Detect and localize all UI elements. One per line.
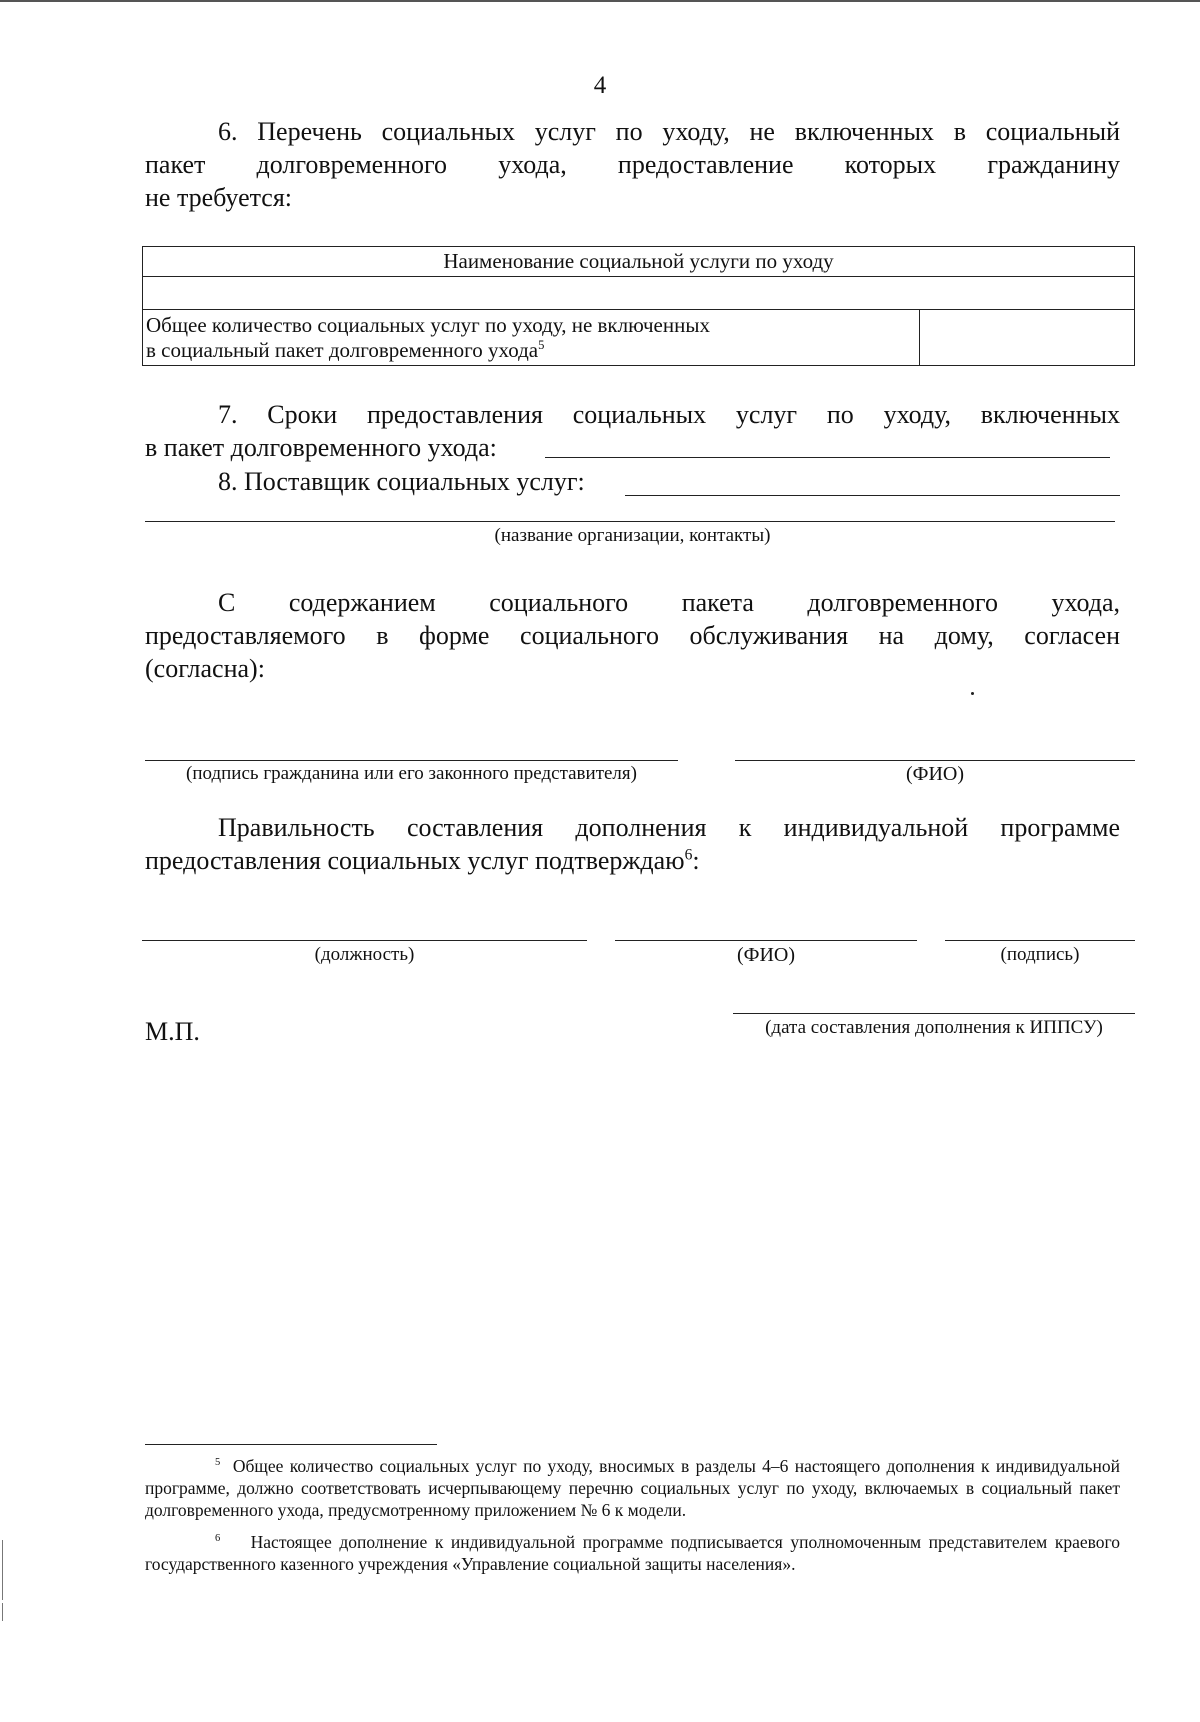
footnote-separator	[145, 1444, 437, 1445]
section-8	[145, 465, 1120, 498]
page-number: 4	[593, 72, 607, 99]
footnote-ref-5: 5	[538, 338, 545, 352]
date-line	[733, 1013, 1135, 1014]
confirmation-colon: :	[692, 846, 700, 875]
scan-edge-mark-small	[2, 1603, 3, 1621]
position-line	[142, 940, 587, 941]
footnote-5	[145, 1455, 1120, 1521]
footnote-5-text: Общее количество социальных услуг по уходу, вносимых в разделы 4–6 настоящего дополнения к индивидуальной программе, должно соответствовать исчерпывающему перечню социальных услуг по уходу, включаемых в социальный пакет долговременного ухода, предусмотренному приложением № 6 к модели.	[145, 1456, 1120, 1520]
organization-caption: (название организации, контакты)	[494, 525, 771, 546]
total-label-line-1: Общее количество социальных услуг по уходу, не включенных	[146, 313, 710, 337]
table-total-row	[143, 310, 1135, 366]
officer-signature-line	[945, 940, 1135, 941]
table-header-row	[143, 247, 1135, 277]
table-total-value	[920, 310, 1135, 366]
table-total-label	[143, 310, 920, 366]
officer-fio-caption: (ФИО)	[736, 944, 795, 966]
section-7-line-2: в пакет долговременного ухода:	[145, 433, 497, 462]
section-7-fill-line	[545, 457, 1110, 458]
footnote-5-number: 5	[215, 1457, 221, 1469]
section-8-second-line	[145, 521, 1115, 522]
services-table	[142, 246, 1135, 366]
footnote-ref-6: 6	[684, 846, 693, 864]
citizen-signature-caption: (подпись гражданина или его законного представителя)	[186, 763, 637, 784]
consent-line-1: С содержанием социального пакета долговременного ухода,	[218, 588, 1120, 617]
total-label-line-2: в социальный пакет долговременного ухода	[146, 338, 539, 362]
citizen-signature-line	[145, 760, 678, 761]
officer-fio-line	[615, 940, 917, 941]
confirmation-text	[145, 811, 1120, 877]
section-6	[145, 115, 1120, 214]
citizen-fio-line	[735, 760, 1135, 761]
position-caption: (должность)	[314, 944, 415, 965]
confirmation-line-1: Правильность составления дополнения к индивидуальной программе	[218, 813, 1120, 842]
section-8-fill-line	[625, 495, 1120, 496]
date-caption: (дата составления дополнения к ИППСУ)	[765, 1017, 1103, 1038]
citizen-fio-caption: (ФИО)	[905, 763, 964, 785]
section-6-line-1: 6. Перечень социальных услуг по уходу, не включенных в социальный	[218, 117, 1120, 146]
footnote-6	[145, 1531, 1120, 1575]
section-6-line-3: не требуется:	[145, 183, 293, 212]
section-6-line-2: пакет долговременного ухода, предоставление которых гражданину	[145, 150, 1120, 179]
table-header-cell: Наименование социальной услуги по уходу	[143, 247, 1135, 277]
section-7-line-1: 7. Сроки предоставления социальных услуг по уходу, включенных	[218, 400, 1120, 429]
footnote-6-text: Настоящее дополнение к индивидуальной программе подписывается уполномоченным представителем краевого государственного казенного учреждения «Управление социальной защиты населения».	[145, 1532, 1120, 1574]
table-empty-cell	[143, 277, 1135, 310]
section-7	[145, 398, 1120, 464]
confirmation-line-2	[145, 844, 1120, 877]
speck	[971, 692, 974, 695]
table-row	[143, 277, 1135, 310]
confirmation-line-2-text: предоставления социальных услуг подтверждаю	[145, 846, 685, 875]
section-8-label: 8. Поставщик социальных услуг:	[218, 467, 585, 496]
scan-edge-mark	[2, 1540, 3, 1600]
scan-top-edge	[0, 0, 1200, 2]
consent-text	[145, 586, 1120, 685]
consent-line-2: предоставляемого в форме социального обслуживания на дому, согласен	[145, 621, 1120, 650]
consent-line-3: (согласна):	[145, 654, 265, 683]
officer-signature-caption: (подпись)	[1000, 944, 1080, 965]
footnote-6-number: 6	[215, 1533, 221, 1545]
stamp-place-label: М.П.	[145, 1017, 200, 1046]
